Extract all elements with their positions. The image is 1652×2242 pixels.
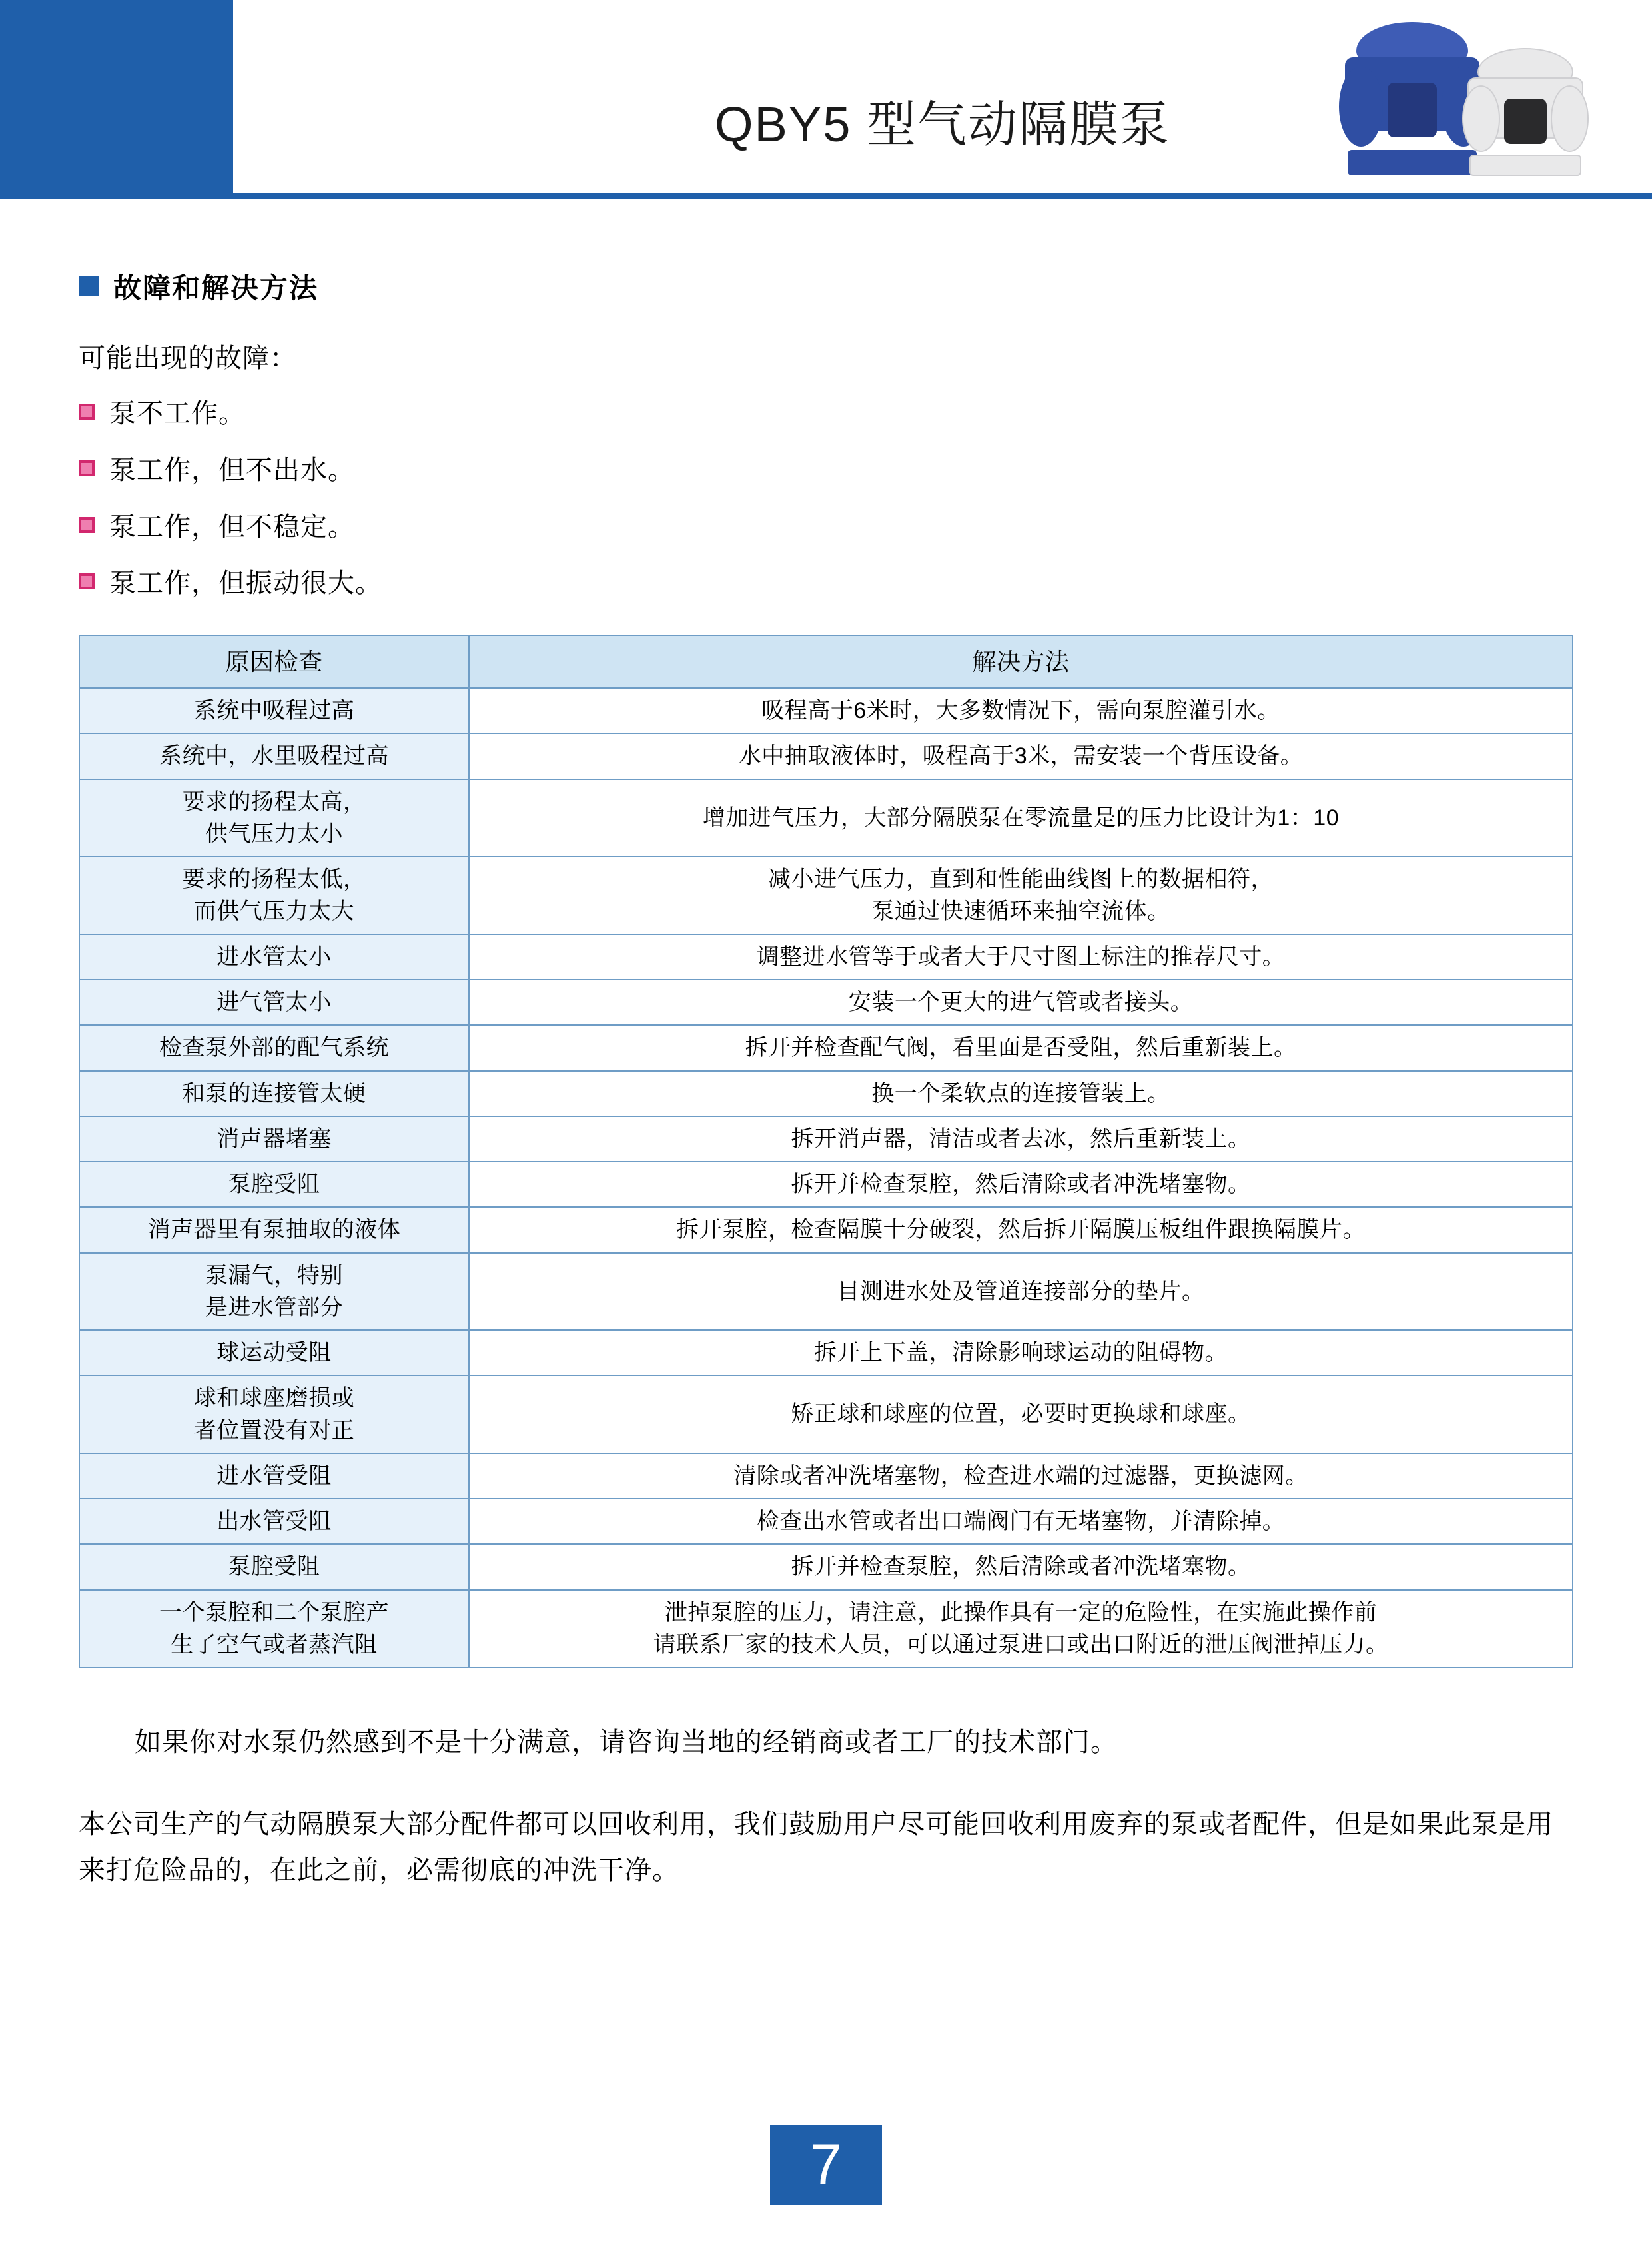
cell-solution: 增加进气压力，大部分隔膜泵在零流量是的压力比设计为1：10: [469, 779, 1573, 857]
cell-cause: 要求的扬程太低， 而供气压力太大: [79, 857, 469, 934]
table-row: [79, 1544, 1573, 1589]
table-header-row: [79, 635, 1573, 688]
cell-cause: 进水管受阻: [79, 1453, 469, 1499]
table-row: [79, 1590, 1573, 1668]
page-number: 7: [770, 2125, 882, 2205]
cell-cause: 要求的扬程太高， 供气压力太小: [79, 779, 469, 857]
table-row: [79, 1025, 1573, 1070]
cell-cause: 系统中，水里吸程过高: [79, 733, 469, 779]
table-row: [79, 1253, 1573, 1331]
pump-base: [1348, 150, 1477, 175]
page-content: [0, 266, 1652, 1894]
cell-cause: 球运动受阻: [79, 1330, 469, 1375]
table-row: [79, 688, 1573, 733]
table-row: [79, 1162, 1573, 1207]
table-row: [79, 779, 1573, 857]
pump-core: [1504, 99, 1547, 144]
cell-solution: 换一个柔软点的连接管装上。: [469, 1071, 1573, 1116]
cell-solution: 拆开并检查泵腔，然后清除或者冲洗堵塞物。: [469, 1162, 1573, 1207]
cell-solution: 矫正球和球座的位置，必要时更换球和球座。: [469, 1375, 1573, 1453]
list-item: [79, 392, 1573, 430]
table-row: [79, 1453, 1573, 1499]
cell-cause: 泵腔受阻: [79, 1544, 469, 1589]
table-row: [79, 1116, 1573, 1162]
section-heading-label: 故障和解决方法: [113, 272, 319, 304]
closing-paragraph-2: 本公司生产的气动隔膜泵大部分配件都可以回收利用，我们鼓励用户尽可能回收利用废弃的泵或者配件，但是如果此泵是用来打危险品的，在此之前，必需彻底的冲洗干净。: [79, 1810, 1553, 1886]
pink-square-icon: [79, 460, 95, 476]
table-row: [79, 733, 1573, 779]
page-title: QBY5 型气动隔膜泵: [715, 97, 1170, 152]
pink-square-icon: [79, 573, 95, 589]
cell-solution: 调整进水管等于或者大于尺寸图上标注的推荐尺寸。: [469, 934, 1573, 980]
cell-cause: 进气管太小: [79, 980, 469, 1025]
cell-cause: 系统中吸程过高: [79, 688, 469, 733]
page-header: [0, 0, 1652, 208]
cell-cause: 消声器堵塞: [79, 1116, 469, 1162]
cell-cause: 泵漏气，特别 是进水管部分: [79, 1253, 469, 1331]
cell-cause: 检查泵外部的配气系统: [79, 1025, 469, 1070]
pump-core: [1388, 83, 1438, 137]
cell-solution: 拆开泵腔，检查隔膜十分破裂，然后拆开隔膜压板组件跟换隔膜片。: [469, 1207, 1573, 1252]
table-row: [79, 1207, 1573, 1252]
troubleshooting-table: [79, 635, 1573, 1668]
cell-solution: 拆开并检查配气阀，看里面是否受阻，然后重新装上。: [469, 1025, 1573, 1070]
table-row: [79, 1330, 1573, 1375]
table-row: [79, 857, 1573, 934]
cell-solution: 安装一个更大的进气管或者接头。: [469, 980, 1573, 1025]
header-accent-bar: [0, 0, 233, 193]
cell-cause: 球和球座磨损或 者位置没有对正: [79, 1375, 469, 1453]
pink-square-icon: [79, 517, 95, 533]
cell-cause: 消声器里有泵抽取的液体: [79, 1207, 469, 1252]
column-header-cause: 原因检查: [79, 635, 469, 688]
cell-solution: 清除或者冲洗堵塞物，检查进水端的过滤器，更换滤网。: [469, 1453, 1573, 1499]
cell-solution: 拆开上下盖，清除影响球运动的阻碍物。: [469, 1330, 1573, 1375]
pump-base: [1469, 155, 1581, 176]
cell-solution: 泄掉泵腔的压力，请注意，此操作具有一定的危险性，在实施此操作前 请联系厂家的技术人员，可以通过泵进口或出口附近的泄压阀泄掉压力。: [469, 1590, 1573, 1668]
pump-chamber-left: [1462, 85, 1500, 152]
closing-paragraph-1: 如果你对水泵仍然感到不是十分满意，请咨询当地的经销商或者工厂的技术部门。: [135, 1728, 1118, 1758]
list-item-label: 泵不工作。: [109, 399, 246, 428]
square-bullet-icon: [79, 276, 99, 296]
pump-chamber-right: [1551, 85, 1589, 152]
cell-solution: 水中抽取液体时，吸程高于3米，需安装一个背压设备。: [469, 733, 1573, 779]
cell-solution: 拆开消声器，清洁或者去冰，然后重新装上。: [469, 1116, 1573, 1162]
table-row: [79, 980, 1573, 1025]
cell-solution: 吸程高于6米时，大多数情况下，需向泵腔灌引水。: [469, 688, 1573, 733]
table-row: [79, 1499, 1573, 1544]
list-item-label: 泵工作，但不出水。: [109, 456, 355, 485]
section-lead-text: 可能出现的故障：: [79, 344, 297, 373]
diaphragm-pump-photo: [1332, 7, 1592, 187]
list-item-label: 泵工作，但不稳定。: [109, 512, 355, 542]
list-item-label: 泵工作，但振动很大。: [109, 569, 382, 598]
header-divider: [0, 193, 1652, 199]
table-body: [79, 688, 1573, 1667]
list-item: [79, 562, 1573, 600]
table-row: [79, 1071, 1573, 1116]
list-item: [79, 506, 1573, 544]
column-header-solution: 解决方法: [469, 635, 1573, 688]
pump-chamber-left: [1339, 67, 1383, 147]
cell-cause: 一个泵腔和二个泵腔产 生了空气或者蒸汽阻: [79, 1590, 469, 1668]
cell-cause: 泵腔受阻: [79, 1162, 469, 1207]
cell-cause: 进水管太小: [79, 934, 469, 980]
pump-white-illustration: [1462, 45, 1589, 179]
cell-solution: 检查出水管或者出口端阀门有无堵塞物，并清除掉。: [469, 1499, 1573, 1544]
section-heading: [79, 266, 1573, 306]
cell-cause: 出水管受阻: [79, 1499, 469, 1544]
cell-solution: 拆开并检查泵腔，然后清除或者冲洗堵塞物。: [469, 1544, 1573, 1589]
cell-solution: 减小进气压力，直到和性能曲线图上的数据相符， 泵通过快速循环来抽空流体。: [469, 857, 1573, 934]
cell-solution: 目测进水处及管道连接部分的垫片。: [469, 1253, 1573, 1331]
cell-cause: 和泵的连接管太硬: [79, 1071, 469, 1116]
table-row: [79, 1375, 1573, 1453]
table-row: [79, 934, 1573, 980]
fault-list: [79, 392, 1573, 600]
list-item: [79, 449, 1573, 487]
pink-square-icon: [79, 404, 95, 420]
